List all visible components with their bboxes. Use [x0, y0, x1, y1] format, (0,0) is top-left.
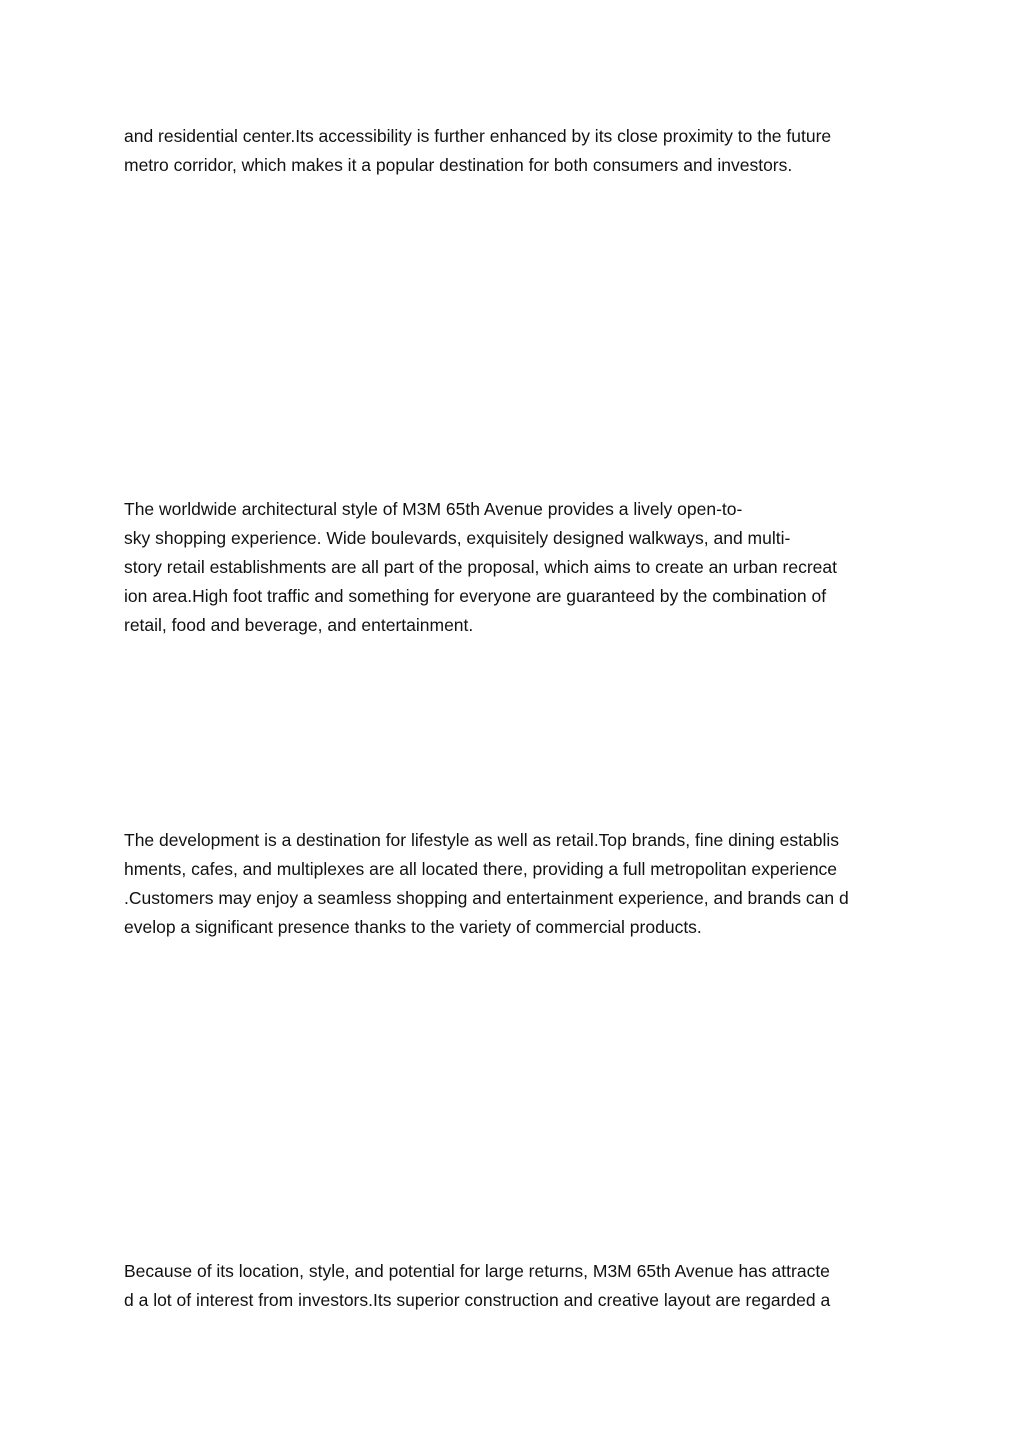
paragraph-lifestyle — [124, 826, 914, 942]
paragraph-investors — [124, 1257, 914, 1315]
text-line: ion area.High foot traffic and something for everyone are guaranteed by the combination of — [124, 586, 827, 606]
text-line: sky shopping experience. Wide boulevards, exquisitely designed walkways, and multi- — [124, 528, 791, 548]
text-line: retail, food and beverage, and entertainment. — [124, 615, 474, 635]
text-line: The worldwide architectural style of M3M 65th Avenue provides a lively open-to- — [124, 499, 743, 519]
text-line: evelop a significant presence thanks to the variety of commercial products. — [124, 917, 702, 937]
text-line: The development is a destination for lifestyle as well as retail.Top brands, fine dining establis — [124, 830, 839, 850]
text-line: .Customers may enjoy a seamless shopping and entertainment experience, and brands can d — [124, 888, 849, 908]
text-line: d a lot of interest from investors.Its superior construction and creative layout are regarded a — [124, 1290, 831, 1310]
paragraph-architecture — [124, 495, 914, 640]
text-line: story retail establishments are all part of the proposal, which aims to create an urban recreat — [124, 557, 837, 577]
text-line: and residential center.Its accessibility is further enhanced by its close proximity to the future — [124, 126, 832, 146]
paragraph-accessibility — [124, 122, 914, 180]
text-line: Because of its location, style, and potential for large returns, M3M 65th Avenue has attracte — [124, 1261, 830, 1281]
text-line: metro corridor, which makes it a popular destination for both consumers and investors. — [124, 155, 793, 175]
text-line: hments, cafes, and multiplexes are all located there, providing a full metropolitan experience — [124, 859, 838, 879]
